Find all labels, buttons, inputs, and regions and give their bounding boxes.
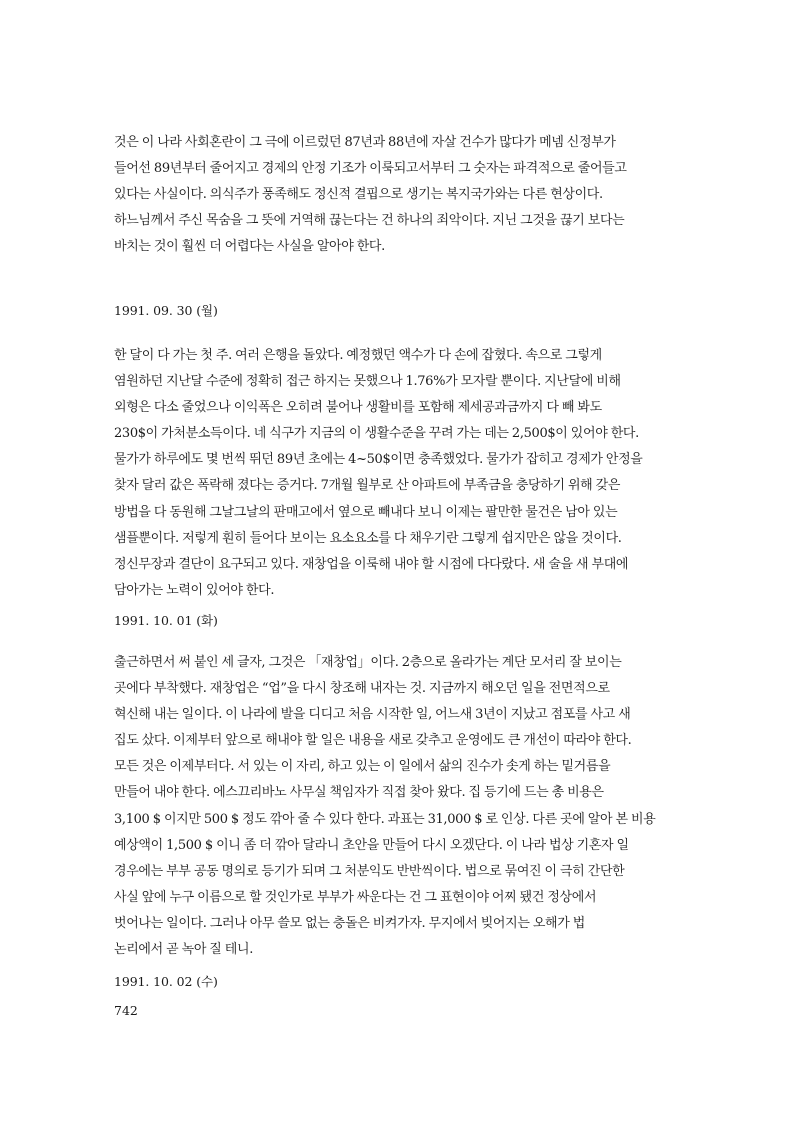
body-paragraph: 출근하면서 써 붙인 세 글자, 그것은 「재창업」이다. 2층으로 올라가는 계단 모서리 잘 보이는 곳에다 부착했다. 재창업은 “업”을 다시 창조해 내자는 것. 지금까지 해오던 일을 전면적으로 혁신해 내는 일이다. 이 나라에 발을 디디고 처음 시작한 일, 어느새 3년이 지났고 점포를 사고 새 집도 샀다. 이제부터 앞으로 해내야 할 일은 내용을 새로 갖추고 운영에도 큰 개선이 따라야 한다. 모든 것은 이제부터다. 서 있는 이 자리, 하고 있는 이 일에서 삶의 진수가 솟게 하는 밑거름을 만들어 내야 한다. 에스끄리바노 사무실 책임자가 직접 찾아 왔다. 집 등기에 드는 총 비용은 3,100 $ 이지만 500 $ 정도 깎아 줄 수 있다 한다. 과표는 31,000 $ 로 인상. 다른 곳에 알아 본 비용 예상액이 1,500 $ 이니 좀 더 깎아 달라니 초안을 만들어 다시 오겠단다. 이 나라 법상 기혼자 일 경우에는 부부 공동 명의로 등기가 되며 그 처분익도 반반씩이다. 법으로 묶여진 이 극히 간단한 사실 앞에 누구 이름으로 할 것인가로 부부가 싸운다는 건 그 표현이야 어찌 됐건 정상에서 벗어나는 일이다. 그러나 아무 쓸모 없는 충돌은 비켜가자. 무지에서 빚어지는 오해가 법 논리에서 곧 녹아 질 테니. bbox=[114, 655, 656, 958]
body-paragraph: 것은 이 나라 사회혼란이 그 극에 이르렀던 87년과 88년에 자살 건수가 많다가 메넴 신정부가 들어선 89년부터 줄어지고 경제의 안정 기조가 이룩되고서부터 그 숫자는 파격적으로 줄어들고 있다는 사실이다. 의식주가 풍족해도 정신적 결핍으로 생기는 복지국가와는 다른 현상이다. 하느님께서 주신 목숨을 그 뜻에 거역해 끊는다는 건 하나의 죄악이다. 지닌 그것을 끊기 보다는 바치는 것이 훨씬 더 어렵다는 사실을 알아야 한다. bbox=[114, 135, 627, 255]
page-number: 742 bbox=[114, 1003, 138, 1018]
body-paragraph: 한 달이 다 가는 첫 주. 여러 은행을 돌았다. 예정했던 액수가 다 손에 잡혔다. 속으로 그렇게 염원하던 지난달 수준에 정확히 접근 하지는 못했으나 1.76%가 모자랄 뿐이다. 지난달에 비해 외형은 다소 줄었으나 이익폭은 오히려 불어나 생활비를 포함해 제세공과금까지 다 빼 봐도 230$이 가처분소득이다. 네 식구가 지금의 이 생활수준을 꾸려 가는 데는 2,500$이 있어야 한다. 물가가 하루에도 몇 번씩 뛰던 89년 초에는 4~50$이면 충족했었다. 물가가 잡히고 경제가 안정을 찾자 달러 값은 폭락해 졌다는 증거다. 7개월 월부로 산 아파트에 부족금을 충당하기 위해 갖은 방법을 다 동원해 그날그날의 판매고에서 옆으로 빼내다 보니 이제는 팔만한 물건은 남아 있는 샘플뿐이다. 저렇게 훤히 들어다 보이는 요소요소를 다 채우기란 그렇게 쉽지만은 않을 것이다. 정신무장과 결단이 요구되고 있다. 재창업을 이룩해 내야 할 시점에 다다랐다. 새 술을 새 부대에 담아가는 노력이 있어야 한다. bbox=[114, 348, 643, 598]
diary-date-heading: 1991. 10. 02 (수) bbox=[114, 974, 218, 989]
diary-date-heading: 1991. 09. 30 (월) bbox=[114, 303, 218, 318]
diary-date-heading: 1991. 10. 01 (화) bbox=[114, 613, 218, 628]
